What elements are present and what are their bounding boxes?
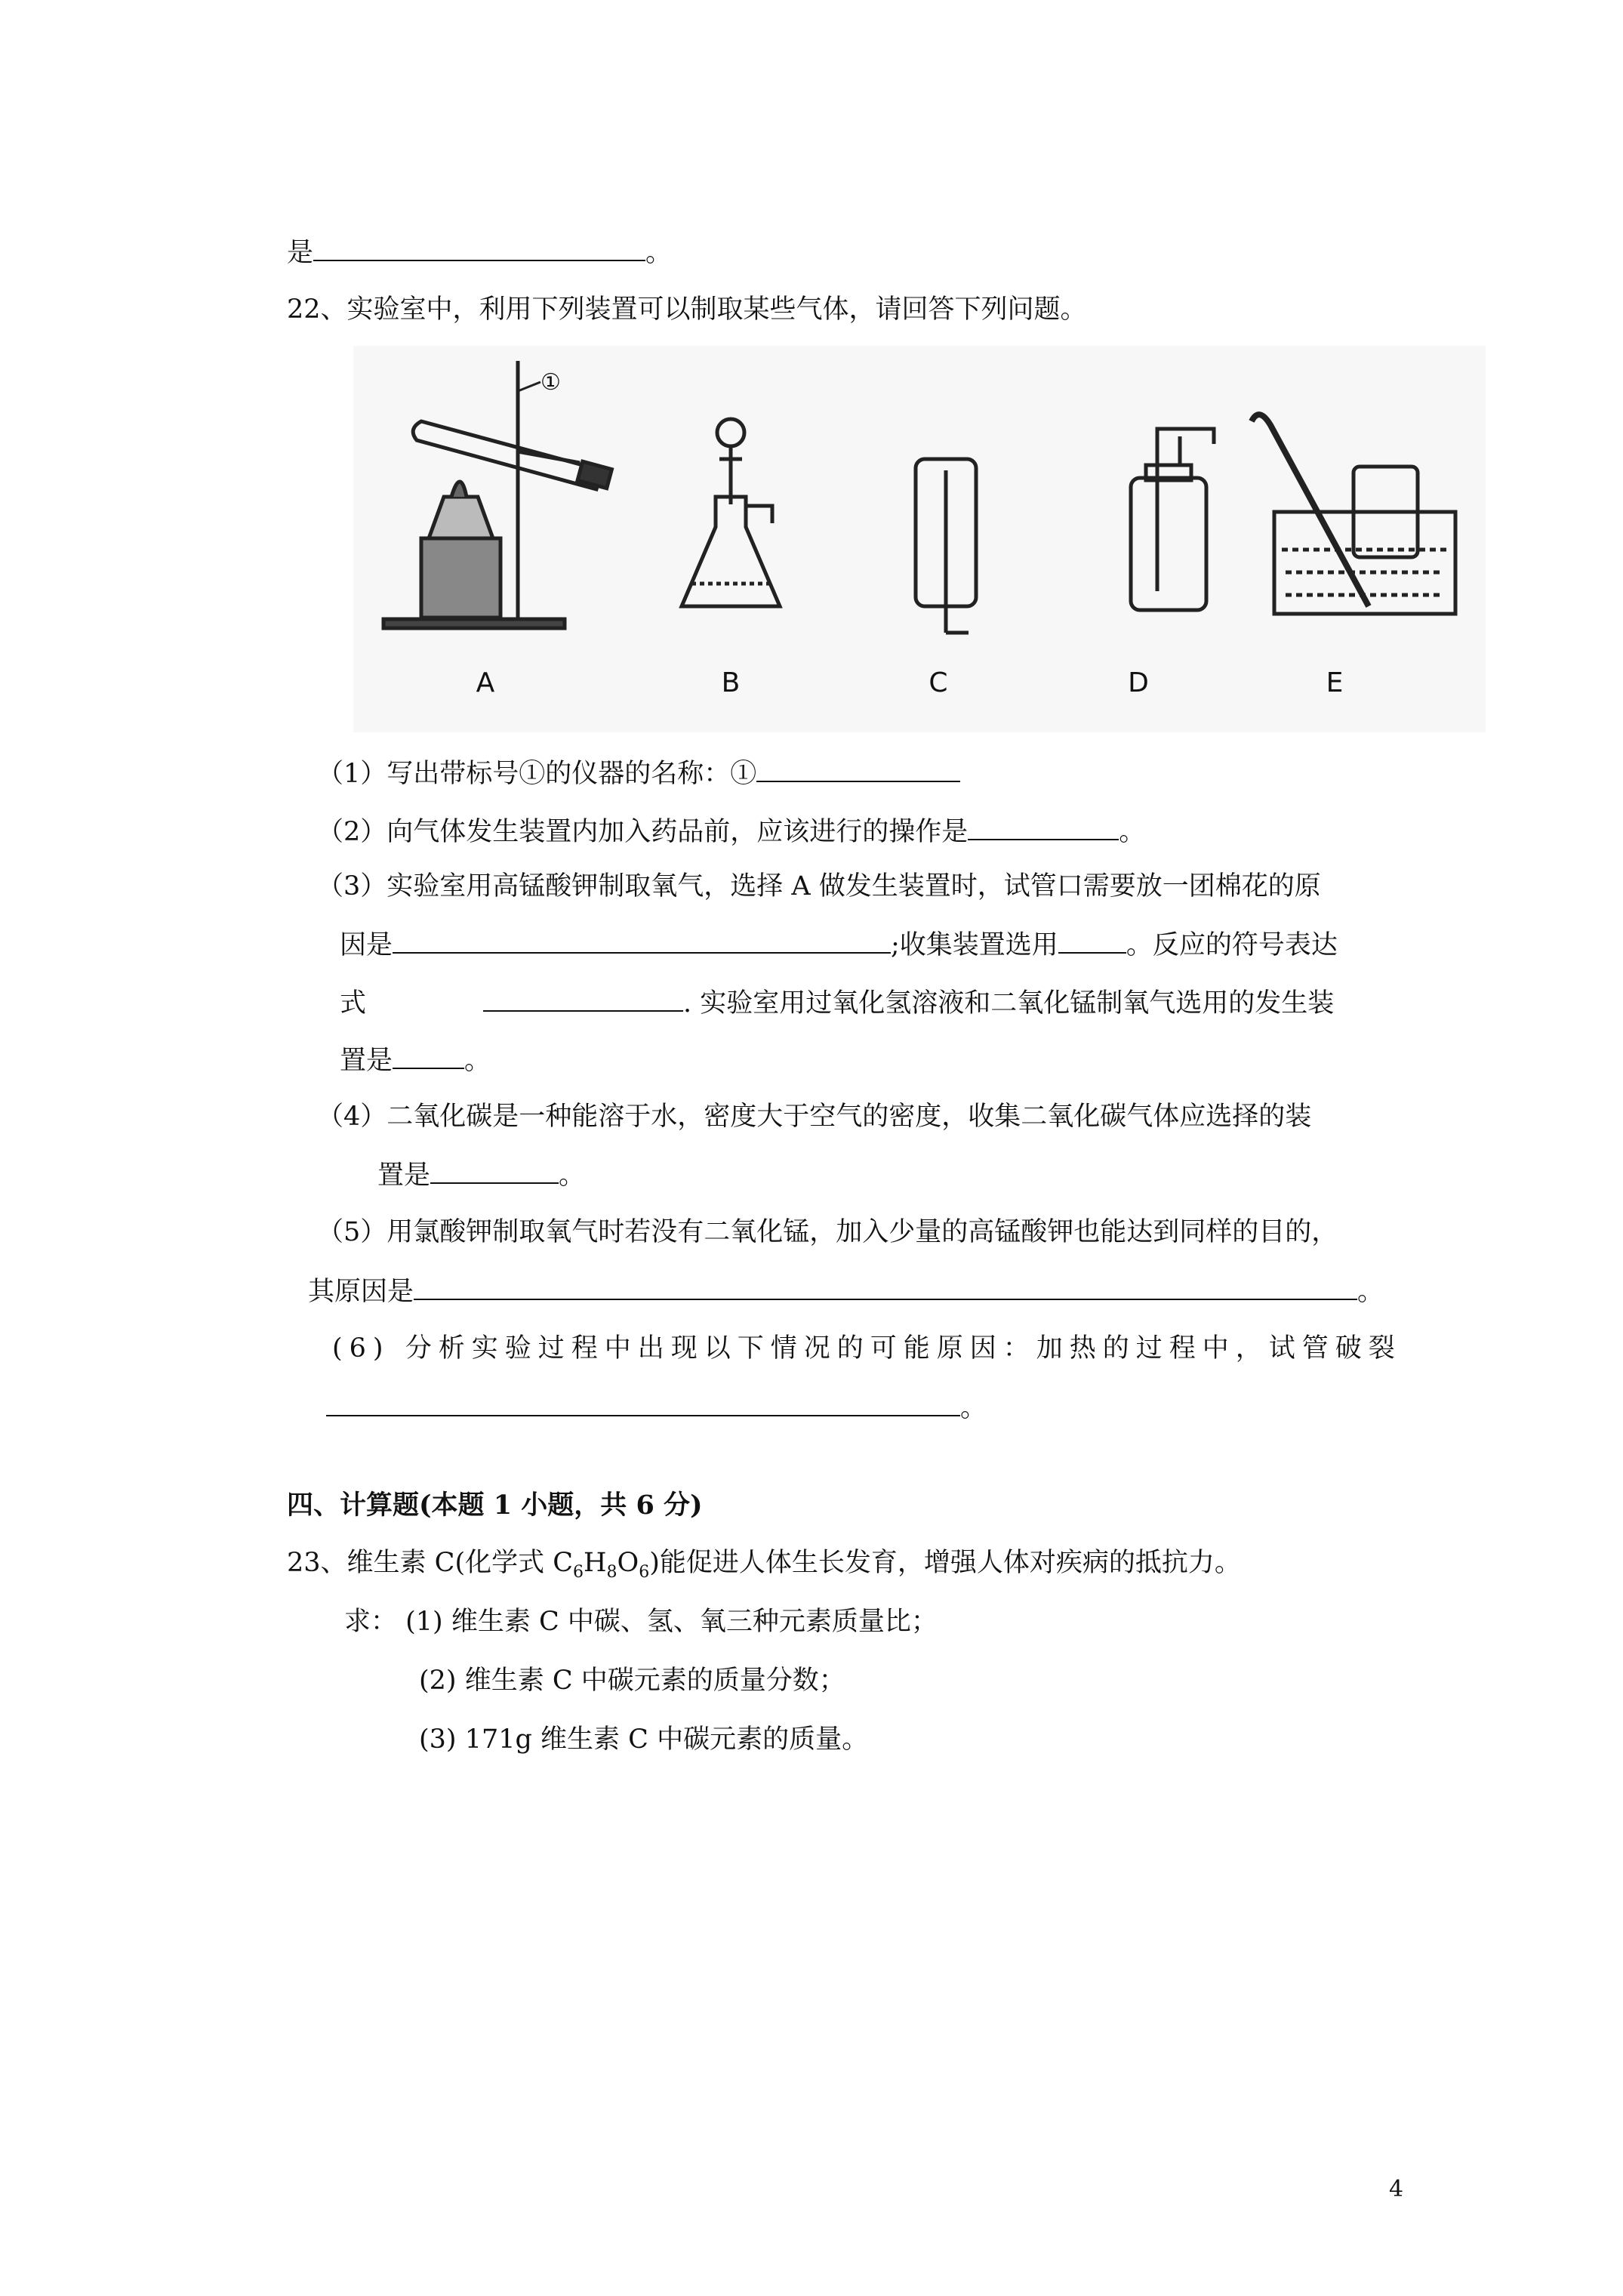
answer-blank[interactable] [483,983,683,1012]
text: )能促进人体生长发育，增强人体对疾病的抵抗力。 [649,1548,1241,1578]
sub-question-4-line-1: （4）二氧化碳是一种能溶于水，密度大于空气的密度，收集二氧化碳气体应选择的装 [317,1102,1312,1132]
apparatus-e-icon [1252,415,1455,614]
label-b: B [721,667,741,698]
text: H [584,1548,607,1578]
answer-blank[interactable] [393,925,891,954]
label-a: A [476,667,495,698]
question-23-part-1: 求： (1) 维生素 C 中碳、氢、氧三种元素质量比； [344,1607,938,1637]
sub-question-6-line-1: (6) 分析实验过程中出现以下情况的可能原因：加热的过程中，试管破裂 [332,1333,1402,1364]
question-23-part-3: (3) 171g 维生素 C 中碳元素的质量。 [419,1724,869,1755]
text: 23、维生素 C(化学式 C [287,1548,574,1578]
label-e: E [1326,667,1344,698]
answer-blank[interactable] [393,1040,464,1069]
text: 置是 [377,1160,431,1191]
sub-question-3-line-3 [340,983,1334,1022]
text: 。 [1119,817,1146,847]
sub-question-2 [317,812,1145,850]
text: 式 [340,988,367,1019]
text: 是 [287,238,314,268]
answer-line-previous [287,233,672,271]
subscript: 6 [573,1563,584,1582]
section-4-heading: 四、计算题(本题 1 小题，共 6 分) [287,1490,703,1521]
answer-blank[interactable] [313,233,645,261]
text: O [617,1548,639,1578]
text: 其原因是 [308,1277,414,1307]
apparatus-c-icon [916,459,976,633]
apparatus-figure [353,346,1486,732]
page-number: 4 [1389,2176,1404,2202]
text: 。 [464,1046,491,1076]
text: 。 [1357,1277,1384,1307]
text: 因是 [340,930,393,960]
sub-question-5-line-1: （5）用氯酸钾制取氧气时若没有二氧化锰，加入少量的高锰酸钾也能达到同样的目的， [317,1217,1338,1247]
sub-question-3-line-1: （3）实验室用高锰酸钾制取氧气，选择 A 做发生装置时，试管口需要放一团棉花的原 [317,871,1321,901]
text: 。 [645,238,673,268]
text: （1）写出带标号①的仪器的名称：① [317,759,757,789]
sub-question-3-line-4 [340,1040,491,1079]
answer-blank[interactable] [968,812,1119,840]
answer-blank[interactable] [756,754,960,782]
answer-blank[interactable] [414,1271,1357,1300]
question-23-part-2: (2) 维生素 C 中碳元素的质量分数； [419,1666,845,1696]
text: 。 [960,1393,987,1423]
sub-question-6-line-2 [326,1388,987,1426]
subscript: 8 [606,1563,617,1582]
answer-blank[interactable] [326,1388,960,1416]
text: （2）向气体发生装置内加入药品前，应该进行的操作是 [317,817,969,847]
sub-question-1 [317,754,960,792]
answer-blank[interactable] [1058,925,1126,954]
question-23 [287,1545,1241,1581]
text: 置是 [340,1046,393,1076]
subscript: 6 [639,1563,650,1582]
apparatus-d-icon [1131,429,1214,610]
label-c: C [929,667,948,698]
marker-label: ① [540,369,561,396]
label-d: D [1128,667,1149,698]
text: . 实验室用过氧化氢溶液和二氧化锰制氧气选用的发生装 [683,988,1335,1019]
text: ;收集装置选用 [891,930,1058,960]
answer-blank[interactable] [430,1155,559,1184]
question-22: 22、实验室中，利用下列装置可以制取某些气体，请回答下列问题。 [287,294,1087,325]
text: 。 [559,1160,586,1191]
sub-question-3-line-2 [340,925,1338,963]
text: 。反应的符号表达 [1126,930,1338,960]
apparatus-b-icon [682,419,780,606]
apparatus-a-icon [383,361,611,628]
sub-question-4-line-2 [377,1155,585,1194]
sub-question-5-line-2 [308,1271,1384,1310]
apparatus-drawing [353,346,1486,732]
